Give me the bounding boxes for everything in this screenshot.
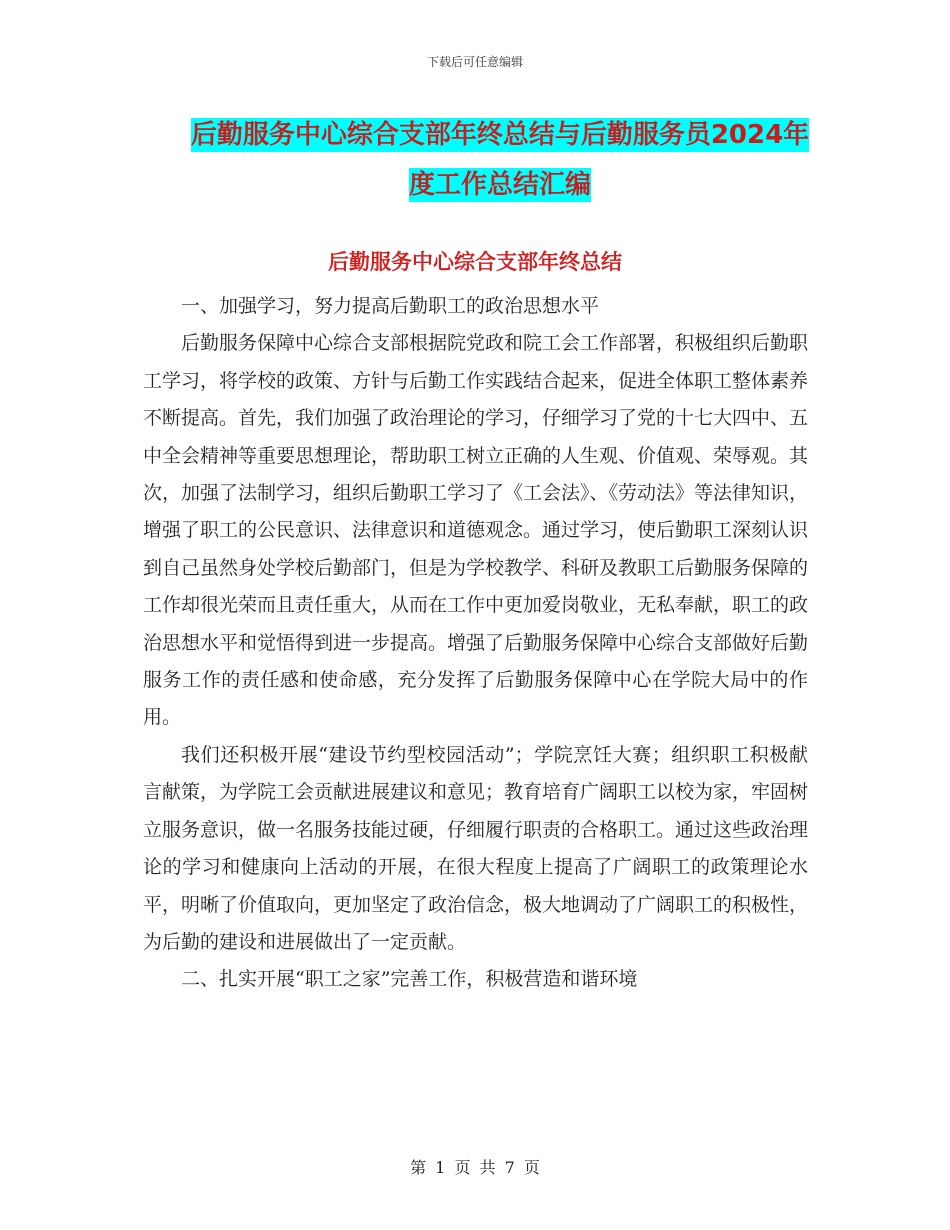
body-paragraph: 我们还积极开展“建设节约型校园活动”；学院烹饪大赛；组织职工积极献言献策，为学院工会贡献进展建议和意见；教育培育广阔职工以校为家，牢固树立服务意识，做一名服务技能过硬，仔细履行职责的合格职工。通过这些政治理论的学习和健康向上活动的开展，在很大程度上提高了广阔职工的政策理论水平，明晰了价值取向，更加坚定了政治信念，极大地调动了广阔职工的积极性，为后勤的建设和进展做出了一定贡献。 bbox=[143, 743, 809, 953]
title-line-2: 度工作总结汇编 bbox=[408, 170, 591, 200]
document-body bbox=[143, 288, 808, 999]
heading-paragraph-2: 二、扎实开展“职工之家”完善工作，积极营造和谐环境 bbox=[181, 968, 638, 991]
section-title: 后勤服务中心综合支部年终总结 bbox=[328, 250, 622, 274]
document-title bbox=[140, 110, 860, 210]
body-paragraph: 后勤服务保障中心综合支部根据院党政和院工会工作部署，积极组织后勤职工学习，将学校的政策、方针与后勤工作实践结合起来，促进全体职工整体素养不断提高。首先，我们加强了政治理论的学习，仔细学习了党的十七大四中、五中全会精神等重要思想理论，帮助职工树立正确的人生观、价值观、荣辱观。其次，加强了法制学习，组织后勤职工学习了《工会法》、《劳动法》等法律知识，增强了职工的公民意识、法律意识和道德观念。通过学习，使后勤职工深刻认识到自己虽然身处学校后勤部门，但是为学校教学、科研及教职工后勤服务保障的工作却很光荣而且责任重大，从而在工作中更加爱岗敬业，无私奉献，职工的政治思想水平和觉悟得到进一步提高。增强了后勤服务保障中心综合支部做好后勤服务工作的责任感和使命感，充分发挥了后勤服务保障中心在学院大局中的作用。 bbox=[143, 332, 809, 729]
page-number-footer: 第 1 页 共 7 页 bbox=[410, 1158, 540, 1177]
header-note: 下载后可任意编辑 bbox=[426, 55, 523, 69]
heading-paragraph-1: 一、加强学习，努力提高后勤职工的政治思想水平 bbox=[181, 295, 600, 317]
title-line-1: 后勤服务中心综合支部年终总结与后勤服务员2024年 bbox=[190, 120, 810, 150]
